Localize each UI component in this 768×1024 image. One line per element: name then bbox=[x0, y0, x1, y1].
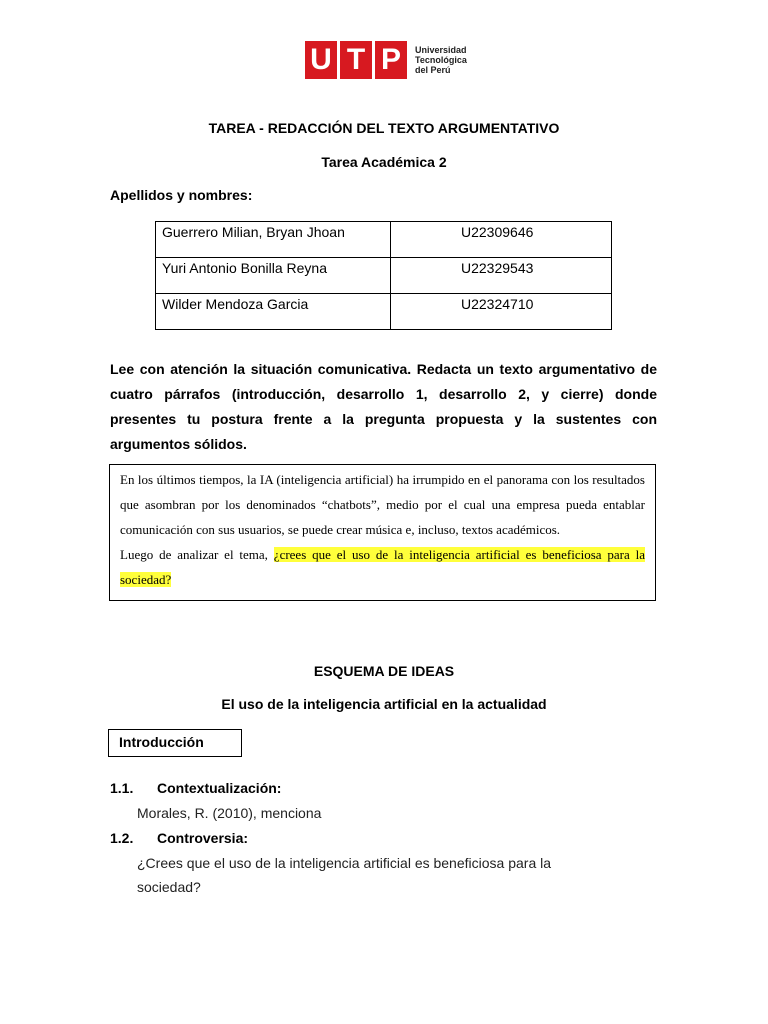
item-text: Morales, R. (2010), menciona bbox=[137, 805, 322, 821]
item-number: 1.1. bbox=[110, 780, 134, 796]
situation-box bbox=[109, 464, 656, 601]
names-label: Apellidos y nombres: bbox=[110, 187, 253, 203]
students-table bbox=[155, 221, 612, 330]
table-row bbox=[156, 294, 612, 330]
student-name: Wilder Mendoza Garcia bbox=[156, 294, 391, 330]
student-code: U22324710 bbox=[391, 294, 612, 330]
logo-line-2: Tecnológica bbox=[415, 55, 467, 65]
logo-letter-p: P bbox=[375, 41, 407, 79]
logo-letter-u: U bbox=[305, 41, 337, 79]
utp-logo bbox=[305, 41, 467, 79]
scheme-subtitle: El uso de la inteligencia artificial en la actualidad bbox=[221, 696, 547, 712]
logo-letter-t: T bbox=[340, 41, 372, 79]
section-box-introduccion: Introducción bbox=[108, 729, 242, 757]
document-title: TAREA - REDACCIÓN DEL TEXTO ARGUMENTATIVO bbox=[208, 120, 560, 136]
logo-line-3: del Perú bbox=[415, 65, 451, 75]
scheme-title: ESQUEMA DE IDEAS bbox=[313, 663, 455, 679]
logo-line-1: Universidad bbox=[415, 45, 467, 55]
situation-paragraph: En los últimos tiempos, la IA (inteligencia artificial) ha irrumpido en el panorama con los resultados que asombran por los denominados “chatbots”, medio por el cual una empresa pueda entablar comunicación con sus usuarios, se puede crear música e, incluso, textos académicos. bbox=[120, 472, 645, 537]
student-name: Yuri Antonio Bonilla Reyna bbox=[156, 258, 391, 294]
document-subtitle: Tarea Académica 2 bbox=[321, 154, 447, 170]
item-number: 1.2. bbox=[110, 830, 134, 846]
situation-question: ¿crees que el uso de la inteligencia artificial es beneficiosa para la sociedad? bbox=[120, 547, 645, 587]
student-code: U22329543 bbox=[391, 258, 612, 294]
student-code: U22309646 bbox=[391, 222, 612, 258]
item-text-line-2: sociedad? bbox=[137, 879, 201, 895]
logo-text bbox=[415, 45, 467, 75]
table-row bbox=[156, 222, 612, 258]
table-row bbox=[156, 258, 612, 294]
item-title: Contextualización: bbox=[157, 780, 282, 796]
situation-lead: Luego de analizar el tema, bbox=[120, 547, 274, 562]
item-text-line-1: ¿Crees que el uso de la inteligencia artificial es beneficiosa para la bbox=[137, 855, 552, 871]
student-name: Guerrero Milian, Bryan Jhoan bbox=[156, 222, 391, 258]
item-title: Controversia: bbox=[157, 830, 249, 846]
instructions-text: Lee con atención la situación comunicativa. Redacta un texto argumentativo de cuatro párrafos (introducción, desarrollo 1, desarrollo 2, y cierre) donde presentes tu postura frente a la pregunta propuesta y la sustentes con argumentos sólidos. bbox=[110, 361, 657, 452]
